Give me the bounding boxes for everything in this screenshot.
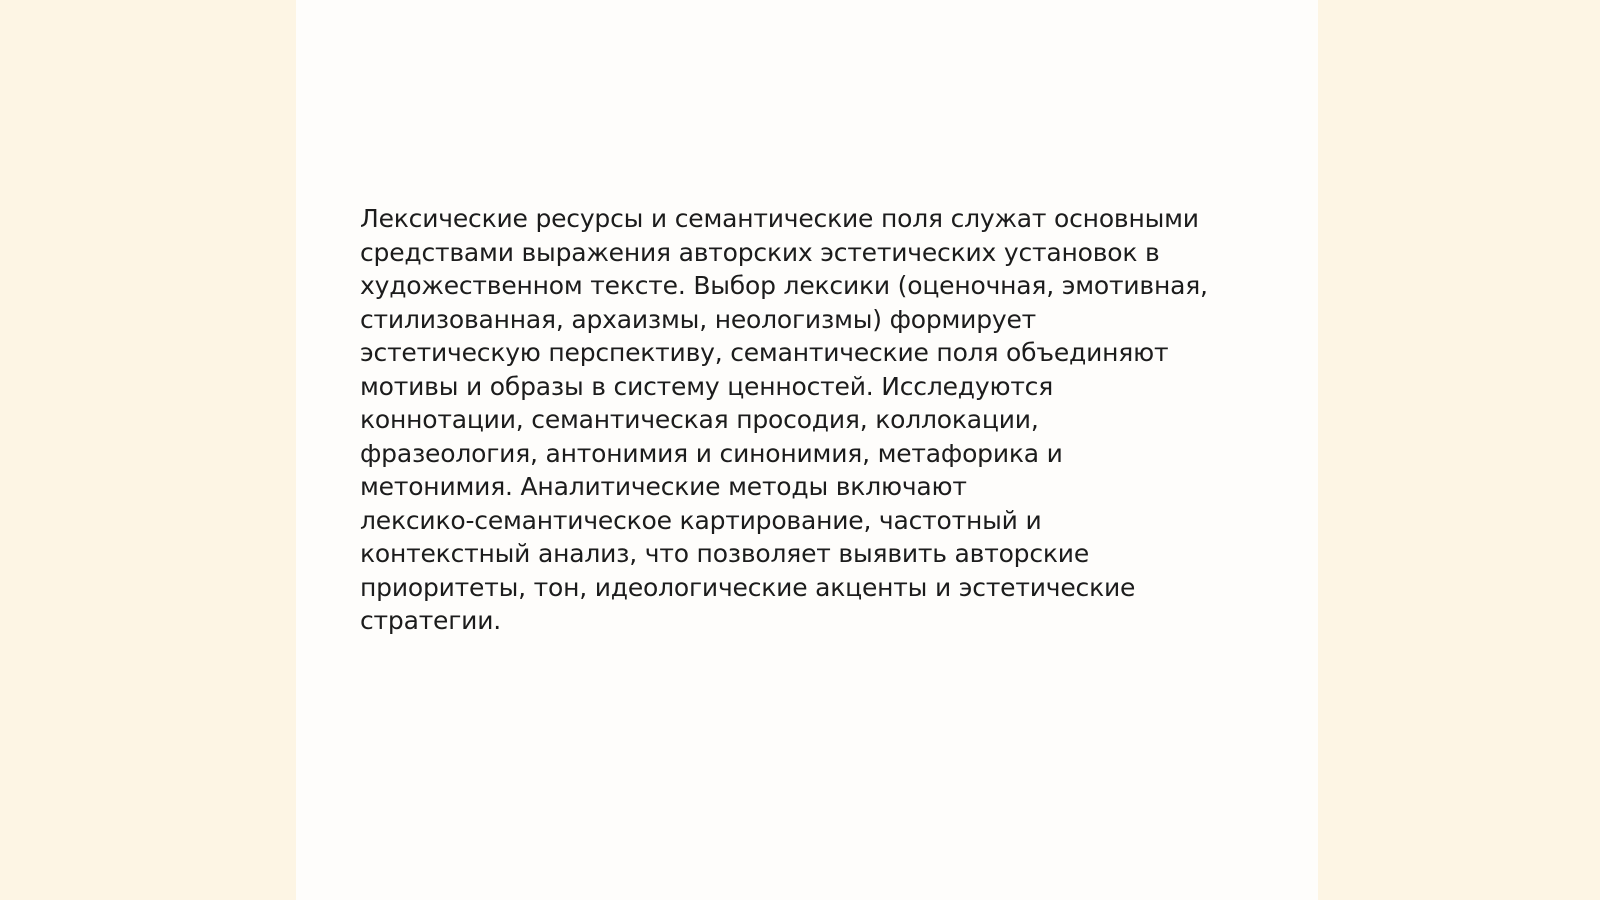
paragraph-line: метонимия. Аналитические методы включают: [360, 472, 967, 501]
paragraph-line: стратегии.: [360, 606, 502, 635]
paragraph-line: Лексические ресурсы и семантические поля служат основными: [360, 204, 1199, 233]
paragraph-line: лексико-семантическое картирование, частотный и: [360, 505, 1042, 535]
body-paragraph: [360, 202, 1260, 638]
paragraph-line: стилизованная, архаизмы, неологизмы) формирует: [360, 304, 1037, 334]
paragraph-line: приоритеты, тон, идеологические акценты и эстетические: [360, 572, 1136, 602]
paragraph-line: мотивы и образы в систему ценностей. Исследуются: [360, 371, 1054, 401]
paragraph-line: коннотации, семантическая просодия, коллокации,: [360, 405, 1039, 434]
paragraph-line: контекстный анализ, что позволяет выявить авторские: [360, 539, 1090, 568]
paragraph-line: фразеология, антонимия и синонимия, метафорика и: [360, 438, 1063, 468]
paragraph-line: средствами выражения авторских эстетических установок в: [360, 237, 1160, 267]
paragraph-line: эстетическую перспективу, семантические поля объединяют: [360, 338, 1169, 367]
document-page: [296, 0, 1318, 900]
paragraph-line: художественном тексте. Выбор лексики (оценочная, эмотивная,: [360, 271, 1208, 300]
